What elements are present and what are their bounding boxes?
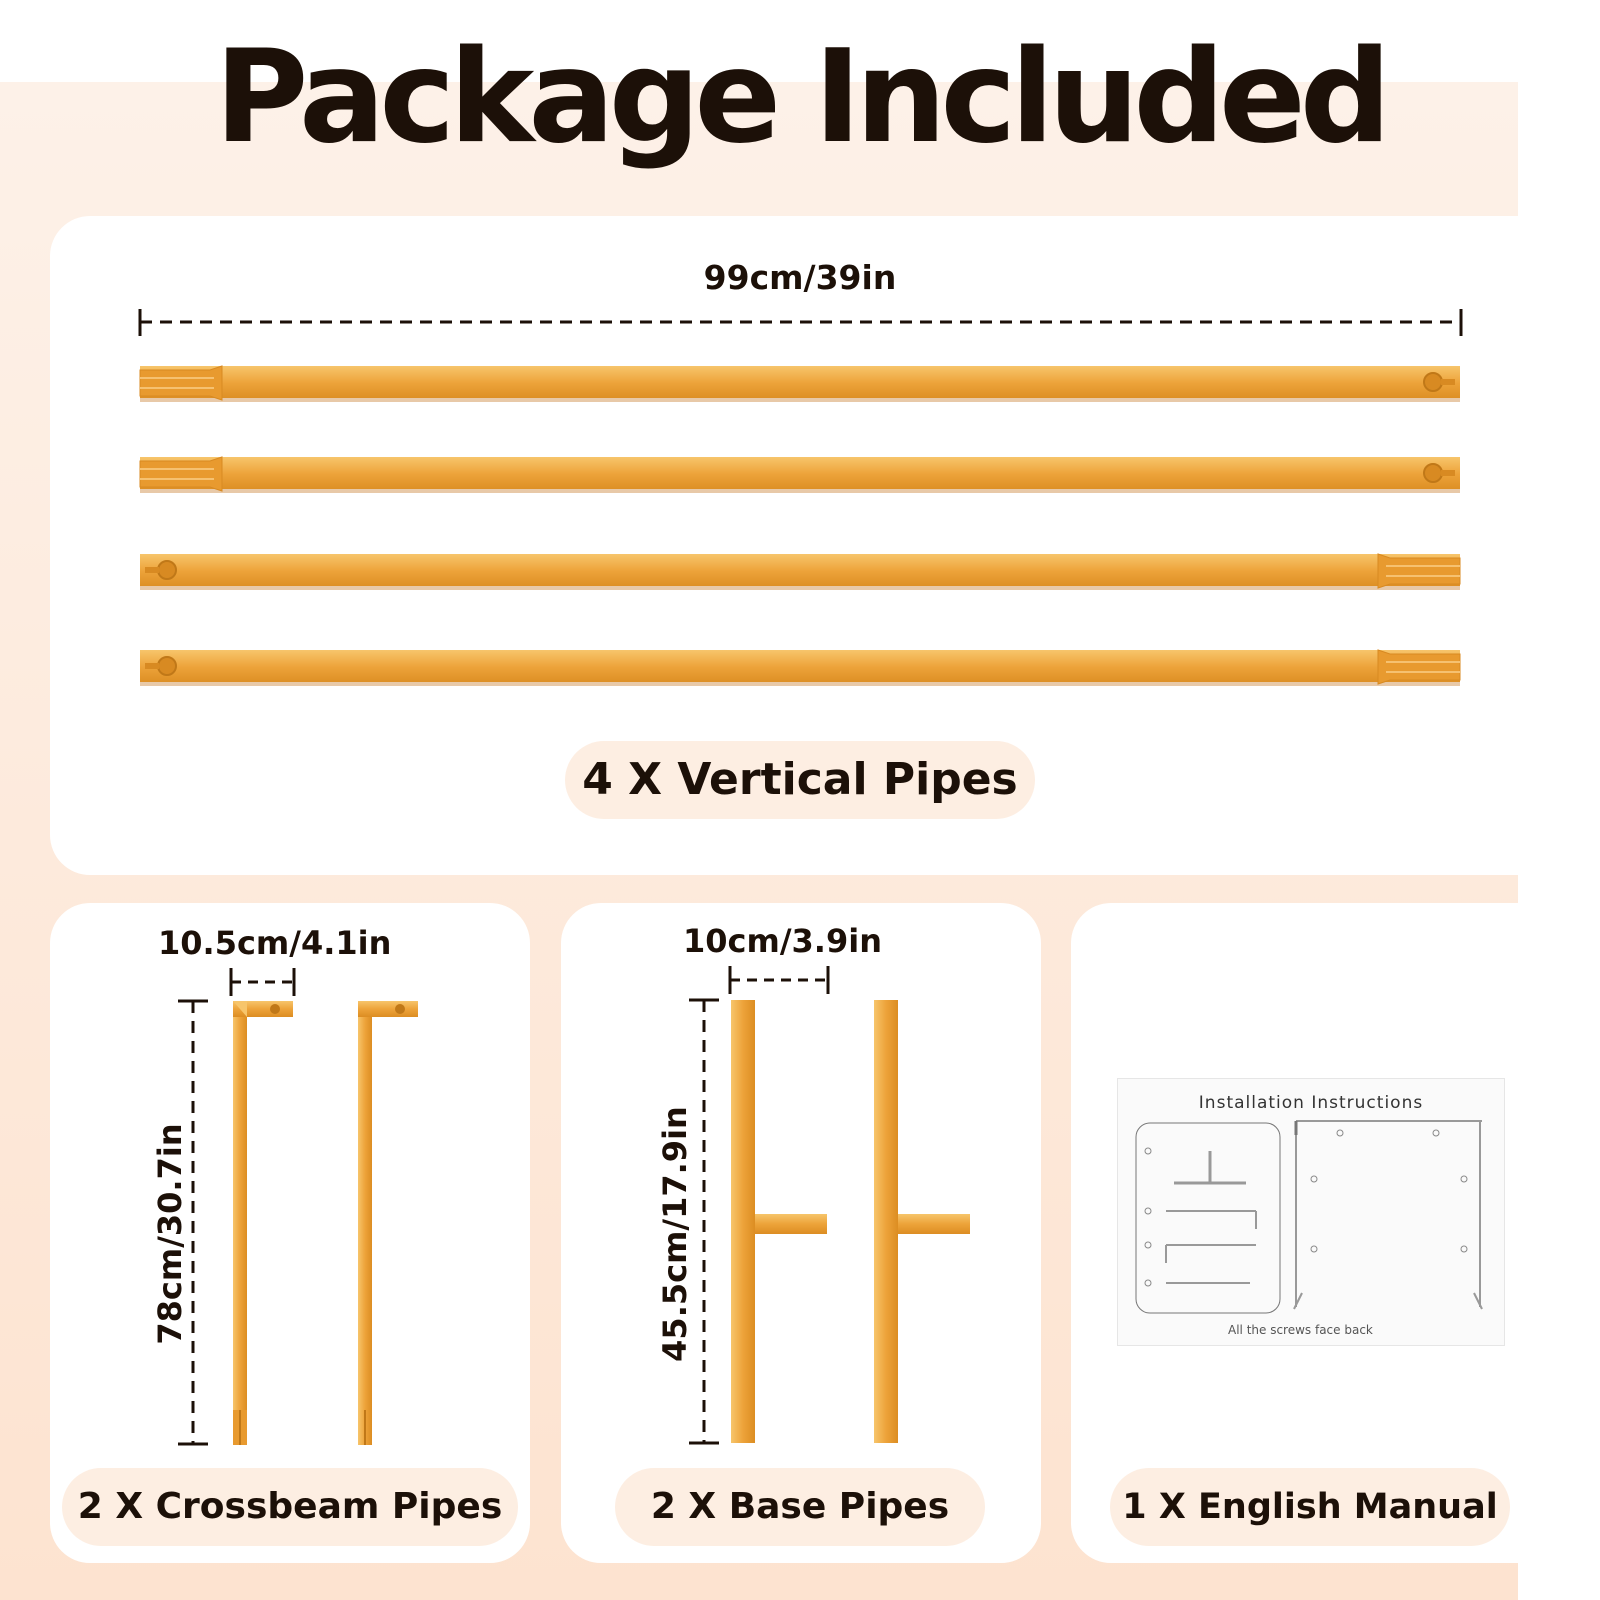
base-width-label: 10cm/3.9in (683, 922, 882, 960)
crossbeam-width-dimension (231, 968, 294, 996)
base-pipe (874, 1000, 970, 1443)
vertical-pipe (140, 554, 1460, 590)
crossbeam-pipe (233, 1001, 293, 1445)
base-height-label: 45.5cm/17.9in (656, 1106, 694, 1362)
vertical-pipes-caption: 4 X Vertical Pipes (565, 741, 1035, 819)
vertical-pipe (140, 457, 1460, 493)
manual-sheet-title: Installation Instructions (1198, 1093, 1424, 1113)
crossbeam-pipe (358, 1001, 418, 1445)
base-width-dimension (730, 966, 828, 994)
vertical-pipe (140, 650, 1460, 686)
manual-diagram-icon (1118, 1079, 1504, 1345)
vertical-length-dimension (140, 309, 1461, 336)
base-pipe (731, 1000, 827, 1443)
base-pipes-caption: 2 X Base Pipes (615, 1468, 985, 1546)
manual-caption: 1 X English Manual (1110, 1468, 1510, 1546)
crossbeam-pipes-caption: 2 X Crossbeam Pipes (62, 1468, 518, 1546)
vertical-length-label: 99cm/39in (703, 258, 897, 297)
vertical-pipe (140, 366, 1460, 402)
manual-sheet (1117, 1078, 1505, 1346)
manual-sheet-note: All the screws face back (1228, 1323, 1373, 1337)
crossbeam-width-label: 10.5cm/4.1in (158, 924, 392, 962)
crossbeam-height-label: 78cm/30.7in (151, 1123, 189, 1345)
page-title: Package Included (214, 23, 1386, 172)
